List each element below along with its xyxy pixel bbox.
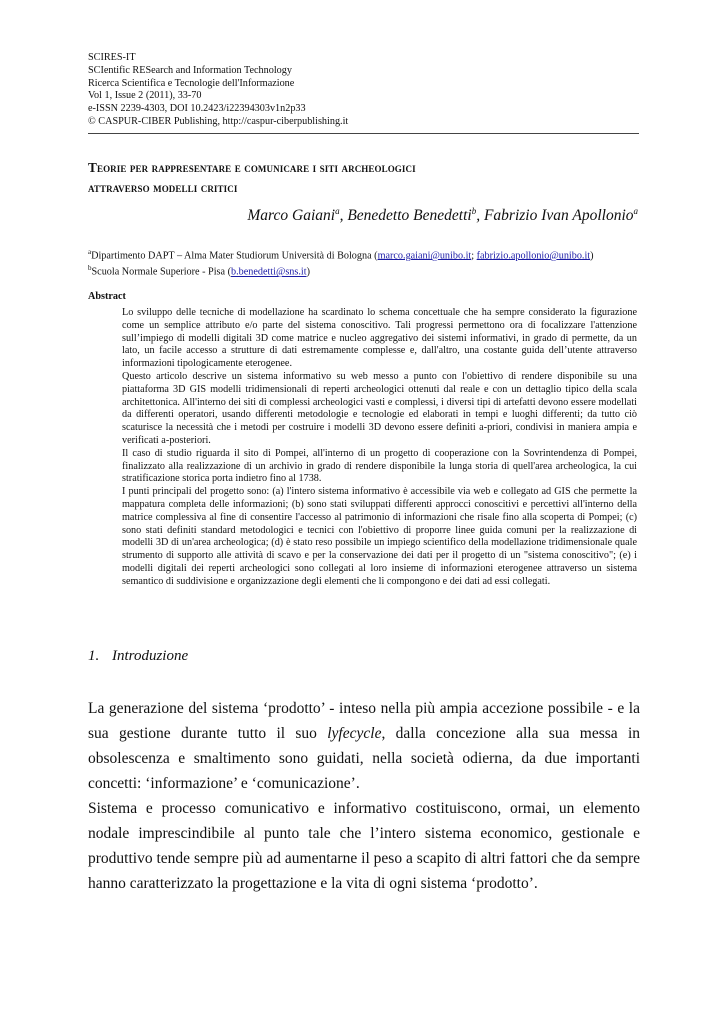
affiliation-b-text: Scuola Normale Superiore - Pisa ( bbox=[91, 266, 231, 278]
author-gaiani-affil: a bbox=[335, 206, 340, 216]
section-number: 1. bbox=[88, 648, 100, 664]
journal-publisher: © CASPUR-CIBER Publishing, http://caspur-ciberpublishing.it bbox=[88, 115, 349, 127]
email-link-apollonio[interactable]: fabrizio.apollonio@unibo.it bbox=[476, 250, 591, 262]
journal-volume: Vol 1, Issue 2 (2011), 33-70 bbox=[88, 90, 202, 102]
author-benedetti-affil: b bbox=[471, 206, 477, 216]
author-apollonio-affil: a bbox=[633, 206, 638, 216]
affiliation-b bbox=[88, 262, 648, 278]
body-paragraph-2: Sistema e processo comunicativo e informativo costituiscono, ormai, un elemento nodale imprescindibile al punto tale che l’intero sistema economico, gestionale e produttivo tende sempre più ad aumentarne il peso a scapito di altri fattori che da sempre hanno caratterizzato la progettazione e la vita di ogni sistema ‘prodotto’. bbox=[88, 800, 640, 892]
paper-title bbox=[88, 158, 640, 198]
abstract-heading: Abstract bbox=[88, 291, 126, 302]
author-list bbox=[247, 206, 638, 225]
header-divider bbox=[88, 133, 639, 134]
affiliations bbox=[88, 246, 648, 279]
email-link-gaiani[interactable]: marco.gaiani@unibo.it bbox=[377, 250, 472, 262]
paper-title-line-2: attraverso modelli critici bbox=[88, 180, 238, 195]
author-separator: , bbox=[339, 207, 348, 225]
author-separator: , bbox=[476, 207, 484, 225]
body-paragraph-1-start: La generazione del sistema ‘prodotto’ - inteso nella più ampia accezione possibile - e la sua gestione durante tutto il suo bbox=[88, 700, 640, 742]
author-benedetti: Benedetto Benedetti bbox=[347, 207, 472, 225]
affiliation-a-text: Dipartimento DAPT – Alma Mater Studiorum Università di Bologna ( bbox=[91, 250, 378, 262]
author-gaiani: Marco Gaiani bbox=[247, 207, 336, 225]
journal-issn-doi: e-ISSN 2239-4303, DOI 10.2423/i22394303v1n2p33 bbox=[88, 103, 306, 115]
author-apollonio: Fabrizio Ivan Apollonio bbox=[483, 207, 634, 225]
affiliation-a bbox=[88, 246, 648, 262]
email-link-benedetti[interactable]: b.benedetti@sns.it bbox=[230, 266, 307, 278]
abstract-paragraph-4: I punti principali del progetto sono: (a) l'intero sistema informativo è accessibile via web e collegato ad GIS che permette la mappatura completa delle informazioni; (b) sono stati sviluppati differenti approcci conoscitivi e percettivi all'interno della matrice complessiva al fine di consentire l'accesso al patrimonio di informazioni che risale fino alla scoperta di Pompei; (c) sono stati definiti standard metodologici e tecnici con l'obiettivo di proporre linee guida comuni per la realizzazione di modelli 3D di un'area archeologica; (d) è stato reso possibile un impiego scientifico della modellazione tridimensionale quale strumento di supporto alle attività di scavo e per la conservazione dei dati per il progetto di un "sistema conoscitivo"; (e) i modelli digitali dei reperti archeologici sono collegati al loro insieme di informazioni eterogenee attraverso un sistema semantico di suddivisione e organizzazione degli elementi che li compongono e dei dati ad essi collegati. bbox=[122, 486, 637, 587]
abstract-paragraph-1: Lo sviluppo delle tecniche di modellazione ha scardinato lo schema concettuale che ha sempre considerato la figurazione come un semplice attributo e/o parte del sistema conoscitivo. Tali progressi permettono ora di focalizzare l'attenzione sull’impiego di modelli digitali 3D come matrice e nucleo aggregativo dei sistemi informativi, in grado di permette, da un lato, un facile accesso a strutture di dati estremamente complesse e, dall'altro, una costante guida dell’utente attraverso informazioni tipologicamente eterogenee. bbox=[122, 307, 637, 370]
introduction-body bbox=[88, 696, 640, 896]
paper-title-line-1: Teorie per rappresentare e comunicare i siti archeologici bbox=[88, 160, 416, 175]
affiliation-a-separator: ; bbox=[471, 250, 477, 262]
affiliation-b-marker: b bbox=[88, 264, 92, 273]
journal-name: SCIRES-IT bbox=[88, 52, 136, 63]
journal-header bbox=[88, 52, 640, 129]
body-paragraph-1 bbox=[88, 696, 640, 796]
section-heading-introduction bbox=[88, 648, 188, 665]
affiliation-a-close: ) bbox=[590, 250, 594, 262]
affiliation-a-marker: a bbox=[88, 248, 92, 256]
section-title: Introduzione bbox=[112, 648, 189, 664]
affiliation-b-close: ) bbox=[306, 266, 310, 278]
body-paragraph-1-end: , dalla concezione alla sua messa in obsolescenza e smaltimento sono guidati, nella società odierna, da due importanti concetti: ‘informazione’ e ‘comunicazione’. bbox=[88, 725, 641, 792]
journal-fullname: SCIentific RESearch and Information Technology bbox=[88, 64, 292, 76]
journal-subtitle: Ricerca Scientifica e Tecnologie dell'Informazione bbox=[88, 77, 295, 89]
body-paragraph-1-italic-term: lyfecycle bbox=[327, 725, 382, 742]
abstract-paragraph-2: Questo articolo descrive un sistema informativo su web messo a punto con l'obiettivo di rendere disponibile su una piattaforma 3D GIS modelli tridimensionali di reperti archeologici ottenuti dal reale e con un dettaglio tipico della scala architettonica. All'interno dei siti di complessi archeologici vasti e complessi, i diversi tipi di artefatti devono essere modellati da differenti operatori, usando differenti metodologie e tecnologie ed elaborati in tempi e luoghi differenti; da tutto ciò scaturisce la necessità che i metodi per costruire i modelli 3D devono essere definiti a-priori, condivisi in maniera ampia e verificati a-posteriori. bbox=[122, 370, 637, 446]
abstract-paragraph-3: Il caso di studio riguarda il sito di Pompei, all'interno di un progetto di cooperazione con la Sovrintendenza di Pompei, finalizzato alla realizzazione di un archivio in grado di rendere disponibile la lunga storia di quell'area archeologica, la cui stratificazione storica porta indietro fino al 1738. bbox=[122, 447, 637, 485]
abstract-body bbox=[122, 307, 637, 589]
